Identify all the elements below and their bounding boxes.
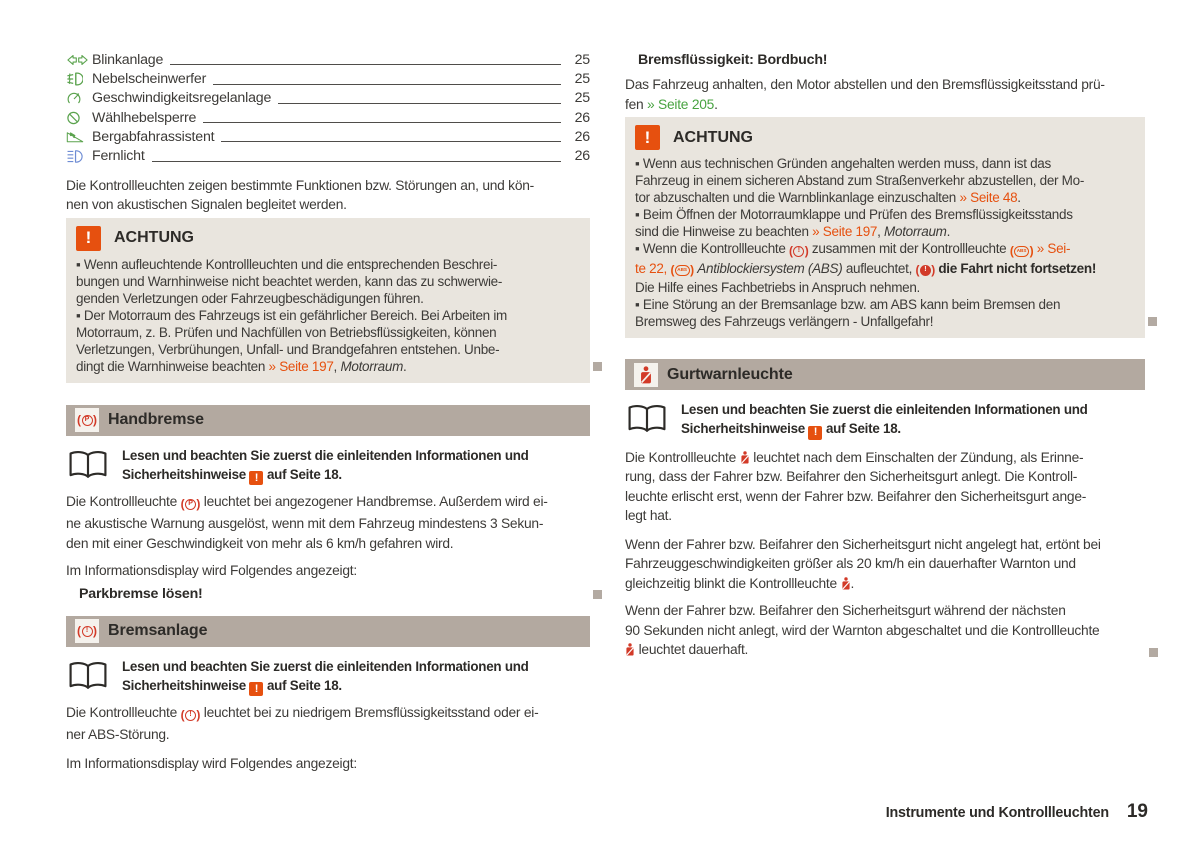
stop-brake-indicator-icon: ( ! ) [916, 262, 935, 279]
handbrake-indicator-icon: ( P ) [75, 408, 99, 432]
section-end-marker [593, 362, 602, 371]
punctuation: . [714, 96, 718, 112]
section-end-marker [1148, 317, 1157, 326]
toc-item-nebelscheinwerfer[interactable] [66, 69, 590, 88]
toc-leader-line [278, 102, 561, 104]
emphasis-text: die Fahrt nicht fortsetzen! [938, 260, 1097, 276]
warning-bullet-end [76, 358, 580, 375]
section-header-handbremse [66, 405, 590, 436]
brake-system-indicator-icon: ( ! ) [789, 243, 808, 260]
italic-reference: Motorraum [884, 224, 947, 239]
toc-item-geschwindigkeitsregelanlage[interactable] [66, 89, 590, 108]
toc-page-number: 26 [574, 128, 590, 145]
read-first-text: Lesen und beachten Sie zuerst die einleitenden Informationen und Sicherheitshinweise ! auf Seite 18. [122, 447, 529, 484]
page-footer [886, 801, 1148, 823]
gurt-paragraph-2: Wenn der Fahrer bzw. Beifahrer den Sicherheitsgurt nicht angelegt hat, ertönt bei Fahrzeuggeschwindigkeiten größer als 20 km/h ein dauerhafter Warnton und gleichzeitig blinkt die Kontrollleuchte . [625, 536, 1101, 591]
toc-item-blinkanlage[interactable] [66, 50, 590, 69]
high-beam-icon [66, 150, 92, 163]
seatbelt-indicator-icon [740, 451, 750, 464]
warning-bullet-end: tor abzuschalten und die Warnblinkanlage einzuschalten » Seite 48. [635, 190, 1021, 205]
toc-item-bergabfahrassistent[interactable] [66, 127, 590, 146]
toc-label: Fernlicht [92, 148, 145, 165]
warning-bullet: ▪ Wenn die Kontrollleuchte ( ! ) zusammen mit der Kontrollleuchte ( ABS ) » Sei- [635, 240, 1135, 260]
page-link-48[interactable]: » Seite 48 [959, 190, 1018, 205]
bremsanlage-paragraph: Die Kontrollleuchte ( ! ) leuchtet bei zu niedrigem Bremsflüssigkeitsstand oder ei- ner ABS-Störung. [66, 703, 590, 745]
display-info-line: Im Informationsdisplay wird Folgendes angezeigt: [66, 563, 357, 579]
warning-icon-small: ! [808, 426, 822, 440]
display-message-heading: Bremsflüssigkeit: Bordbuch! [638, 52, 828, 68]
warning-bullet: ▪ Wenn aufleuchtende Kontrollleuchten und die entsprechenden Beschrei- bungen und Warnhinweise nicht beachtet werden, kann das zu schwerwie- genden Verletzungen oder Fahrzeugbeschädigungen führen. [76, 256, 503, 306]
chapter-title: Instrumente und Kontrollleuchten [885, 805, 1109, 821]
read-first-note [66, 657, 590, 697]
warning-exclamation-icon: ! [76, 226, 101, 251]
fog-light-icon [66, 72, 92, 86]
page-link-22[interactable]: » Sei- [1036, 241, 1071, 256]
warning-exclamation-icon: ! [635, 125, 660, 150]
table-of-contents [66, 50, 590, 166]
display-message: Parkbremse lösen! [66, 586, 590, 602]
seatbelt-indicator-icon [625, 643, 635, 656]
punctuation: . [850, 575, 855, 591]
open-book-icon [625, 403, 669, 435]
gurt-paragraph-1: Die Kontrollleuchte leuchtet nach dem Einschalten der Zündung, als Erinne- rung, dass der Fahrer bzw. Beifahrer den Sicherheitsgurt anlegt. Die Kontroll- leuchte erlischt erst, wenn der Fahrer bzw. Beifahrer den Sicherheitsgurt ange- legt hat. [625, 449, 1087, 523]
section-end-marker [593, 590, 602, 599]
italic-reference: Antiblockiersystem (ABS) [697, 260, 843, 276]
warning-bullet: ▪ Wenn aus technischen Gründen angehalten werden muss, dann ist das Fahrzeug in einem sicheren Abstand zum Straßenverkehr abzustellen, der Mo- [635, 156, 1085, 188]
toc-leader-line [221, 140, 561, 142]
page-link-197[interactable]: » Seite 197 [268, 358, 334, 374]
punctuation: . [946, 224, 951, 239]
read-first-text: Lesen und beachten Sie zuerst die einleitenden Informationen und Sicherheitshinweise ! auf Seite 18. [681, 402, 1088, 438]
toc-label: Nebelscheinwerfer [92, 70, 207, 87]
open-book-icon [66, 660, 110, 692]
hill-descent-assist-icon [66, 130, 92, 143]
read-first-text: Lesen und beachten Sie zuerst die einleitenden Informationen und Sicherheitshinweise ! auf Seite 18. [122, 658, 529, 695]
abs-indicator-icon: ( ABS ) [1010, 243, 1033, 260]
handbremse-paragraph: Die Kontrollleuchte ( P ) leuchtet bei angezogener Handbremse. Außerdem wird ei- ne akustische Warnung ausgelöst, wenn mit dem Fahrzeug mindestens 3 Sekun- den mit einer Geschwindigkeit von mehr als 6 km/h gefahren wird. [66, 492, 590, 553]
warning-box-left [66, 218, 590, 383]
section-end-marker [1149, 648, 1158, 657]
warning-box-title: ACHTUNG [673, 128, 753, 146]
toc-label: Bergabfahrassistent [92, 128, 215, 145]
warning-bullet: ▪ Eine Störung an der Bremsanlage bzw. am ABS kann beim Bremsen den Bremsweg des Fahrzeugs verlängern - Unfallgefahr! [635, 297, 1061, 329]
abs-indicator-icon: ( ABS ) [670, 262, 693, 279]
gurt-paragraph-3: Wenn der Fahrer bzw. Beifahrer den Sicherheitsgurt während der nächsten 90 Sekunden nicht anlegt, wird der Warnton abgeschaltet und die Kontrollleuchte leuchtet dauerhaft. [625, 601, 1145, 660]
warning-bullet-end: sind die Hinweise zu beachten » Seite 197, Motorraum. [635, 224, 951, 239]
toc-page-number: 25 [574, 90, 590, 107]
section-title: Gurtwarnleuchte [667, 365, 793, 383]
toc-item-waehlhebelsperre[interactable] [66, 108, 590, 127]
warning-text: dingt die Warnhinweise beachten [76, 358, 266, 374]
left-column [66, 48, 590, 773]
italic-reference: Motorraum [340, 358, 404, 374]
toc-label: Wählhebelsperre [92, 109, 197, 126]
read-first-note [625, 400, 1145, 440]
warning-bullet-continued: te 22, ( ABS ) Antiblockiersystem (ABS) aufleuchtet, ( ! ) die Fahrt nicht fortsetzen! [635, 260, 1135, 280]
page-link-205[interactable]: » Seite 205 [647, 96, 715, 112]
toc-label: Blinkanlage [92, 51, 164, 68]
punctuation: , [877, 224, 881, 239]
cruise-control-icon [66, 91, 92, 105]
brake-system-indicator-icon: ( ! ) [181, 706, 201, 726]
toc-leader-line [213, 83, 561, 85]
toc-page-number: 25 [574, 70, 590, 87]
seatbelt-indicator-icon [634, 363, 658, 387]
warning-bullet: ▪ Beim Öffnen der Motorraumklappe und Prüfen des Bremsflüssigkeitsstands [635, 207, 1073, 222]
punctuation: . [1017, 190, 1021, 205]
warning-box-right [625, 117, 1145, 338]
section-header-bremsanlage [66, 616, 590, 647]
warning-box-title: ACHTUNG [114, 229, 194, 247]
selector-lever-lock-icon [66, 111, 92, 125]
brake-system-indicator-icon: ( ! ) [75, 619, 99, 643]
warning-box-header [76, 226, 580, 251]
warning-box-header [635, 125, 1135, 150]
read-first-note [66, 446, 590, 486]
punctuation: . [403, 358, 407, 374]
page-number: 19 [1126, 801, 1148, 822]
handbrake-indicator-icon: ( P ) [181, 495, 201, 515]
toc-leader-line [170, 63, 561, 65]
brake-fluid-paragraph: Das Fahrzeug anhalten, den Motor abstellen und den Bremsflüssigkeitsstand prü- fen » Seite 205. [625, 77, 1105, 112]
toc-leader-line [152, 160, 561, 162]
open-book-icon [66, 449, 110, 481]
turn-signal-arrows-icon [66, 54, 92, 66]
toc-item-fernlicht[interactable] [66, 146, 590, 165]
intro-paragraph: Die Kontrollleuchten zeigen bestimmte Funktionen bzw. Störungen an, und kön- nen von akustischen Signalen begleitet werden. [66, 177, 535, 213]
warning-bullet: ▪ Der Motorraum des Fahrzeugs ist ein gefährlicher Bereich. Bei Arbeiten im Motorraum, z. B. Prüfen und Nachfüllen von Betriebsflüssigkeiten, können Verletzungen, Verbrühungen, Unfall- und Brandgefahren entstehen. Unbe- [76, 307, 507, 357]
toc-label: Geschwindigkeitsregelanlage [92, 90, 272, 107]
section-title: Bremsanlage [108, 622, 208, 640]
punctuation: , [333, 358, 337, 374]
display-info-line: Im Informationsdisplay wird Folgendes angezeigt: [66, 755, 357, 771]
toc-page-number: 25 [574, 51, 590, 68]
page-link-197[interactable]: » Seite 197 [812, 224, 878, 239]
seatbelt-indicator-icon [841, 577, 851, 590]
warning-icon-small: ! [249, 682, 263, 696]
toc-page-number: 26 [574, 148, 590, 165]
toc-page-number: 26 [574, 109, 590, 126]
right-column [625, 48, 1145, 660]
toc-leader-line [203, 121, 561, 123]
section-title: Handbremse [108, 411, 204, 429]
section-header-gurtwarnleuchte [625, 359, 1145, 390]
page-link-22[interactable]: te 22, [635, 260, 667, 276]
warning-icon-small: ! [249, 471, 263, 485]
warning-bullet-continued: Die Hilfe eines Fachbetriebs in Anspruch nehmen. [635, 280, 921, 295]
